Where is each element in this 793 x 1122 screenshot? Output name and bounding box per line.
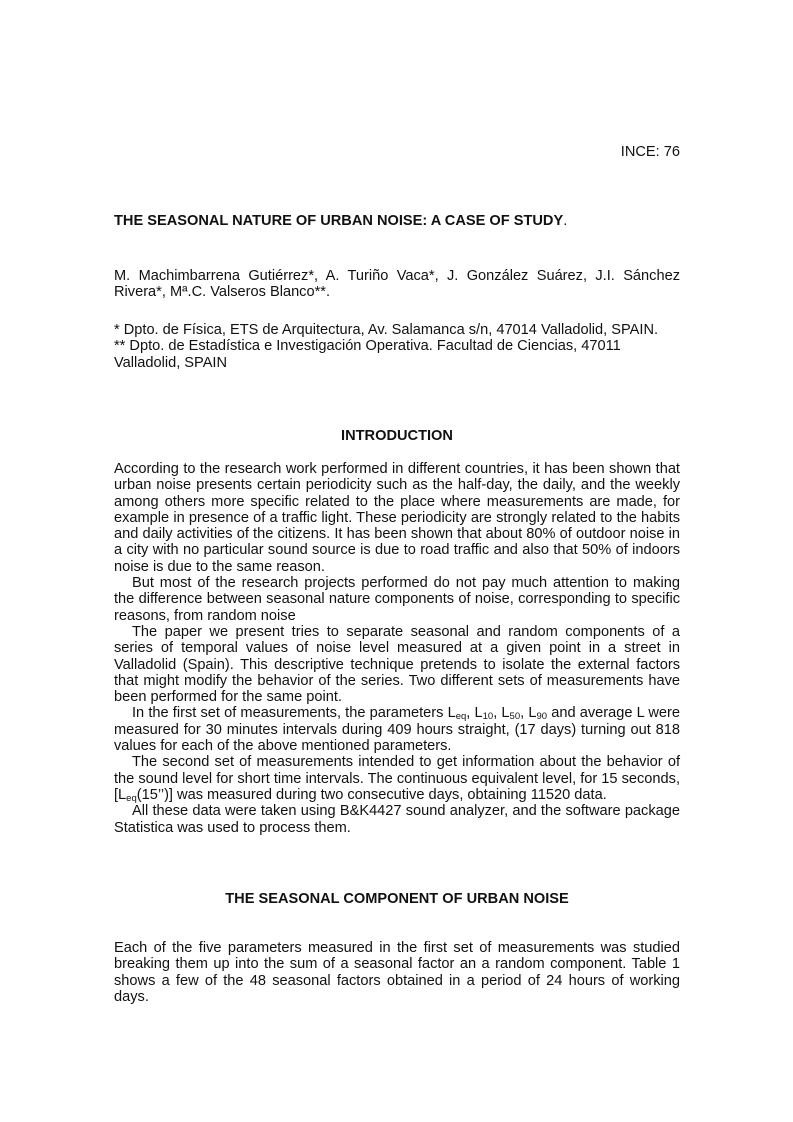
author-list: M. Machimbarrena Gutiérrez*, A. Turiño Vaca*, J. González Suárez, J.I. Sánchez Rivera*, Mª.C. Valseros Blanco**. bbox=[114, 268, 680, 301]
section-heading-introduction: INTRODUCTION bbox=[341, 428, 453, 444]
intro-p4-text-b: and average L were measured for 30 minutes intervals during 409 hours straight, (17 days) turning out 818 values for each of the above mentioned parameters. bbox=[114, 705, 680, 755]
intro-p4-sep-2: , L bbox=[493, 705, 510, 722]
intro-p5-text-b: (15’’)] was measured during two consecutive days, obtaining 11520 data. bbox=[136, 786, 607, 803]
paper-title-period: . bbox=[563, 213, 568, 229]
paper-title bbox=[114, 213, 567, 229]
paper-title-text: THE SEASONAL NATURE OF URBAN NOISE: A CASE OF STUDY bbox=[114, 213, 564, 229]
section-heading-seasonal-component: THE SEASONAL COMPONENT OF URBAN NOISE bbox=[225, 891, 569, 907]
intro-p4-text-a: In the first set of measurements, the parameters L bbox=[132, 705, 456, 722]
seasonal-body bbox=[114, 940, 680, 1005]
subscript-eq-15: eq bbox=[126, 792, 137, 804]
intro-paragraph-4 bbox=[114, 705, 680, 754]
subscript-10: 10 bbox=[482, 711, 494, 723]
intro-paragraph-2: But most of the research projects performed do not pay much attention to making the difference between seasonal nature components of noise, corresponding to specific reasons, from random noise bbox=[114, 575, 680, 624]
intro-paragraph-3: The paper we present tries to separate seasonal and random components of a series of temporal values of noise level measured at a given point in a street in Valladolid (Spain). This descriptive technique pretends to isolate the external factors that might modify the behavior of the series. Two different sets of measurements have been performed for the same point. bbox=[114, 623, 680, 706]
seasonal-paragraph-1: Each of the five parameters measured in the first set of measurements was studied breaking them up into the sum of a seasonal factor an a random component. Table 1 shows a few of the 48 seasonal factors obtained in a period of 24 hours of working days. bbox=[114, 940, 680, 1005]
intro-p5-text-a: The second set of measurements intended to get information about the behavior of the sound level for short time intervals. The continuous equivalent level, for 15 seconds, [L bbox=[114, 754, 680, 803]
affiliation-2: ** Dpto. de Estadística e Investigación Operativa. Facultad de Ciencias, 47011 Valladolid, SPAIN bbox=[114, 338, 621, 371]
affiliation-1: * Dpto. de Física, ETS de Arquitectura, Av. Salamanca s/n, 47014 Valladolid, SPAIN. bbox=[114, 322, 659, 338]
intro-paragraph-5 bbox=[114, 754, 680, 803]
intro-paragraph-1: According to the research work performed in different countries, it has been shown that urban noise presents certain periodicity such as the half-day, the daily, and the weekly among others more specific related to the place where measurements are made, for example in presence of a traffic light. These periodicity are strongly related to the habits and daily activities of the citizens. It has been shown that about 80% of outdoor noise in a city with no particular sound source is due to road traffic and also that 50% of indoors noise is due to the same reason. bbox=[114, 461, 680, 575]
subscript-90: 90 bbox=[536, 711, 548, 723]
subscript-eq: eq bbox=[455, 711, 467, 723]
introduction-body bbox=[114, 461, 680, 836]
conference-reference: INCE: 76 bbox=[620, 144, 680, 160]
intro-p4-sep-3: , L bbox=[520, 705, 537, 722]
affiliations bbox=[114, 322, 680, 371]
intro-p4-sep-1: , L bbox=[466, 705, 483, 722]
intro-paragraph-6: All these data were taken using B&K4427 sound analyzer, and the software package Statistica was used to process them. bbox=[114, 803, 680, 836]
subscript-50: 50 bbox=[509, 711, 521, 723]
